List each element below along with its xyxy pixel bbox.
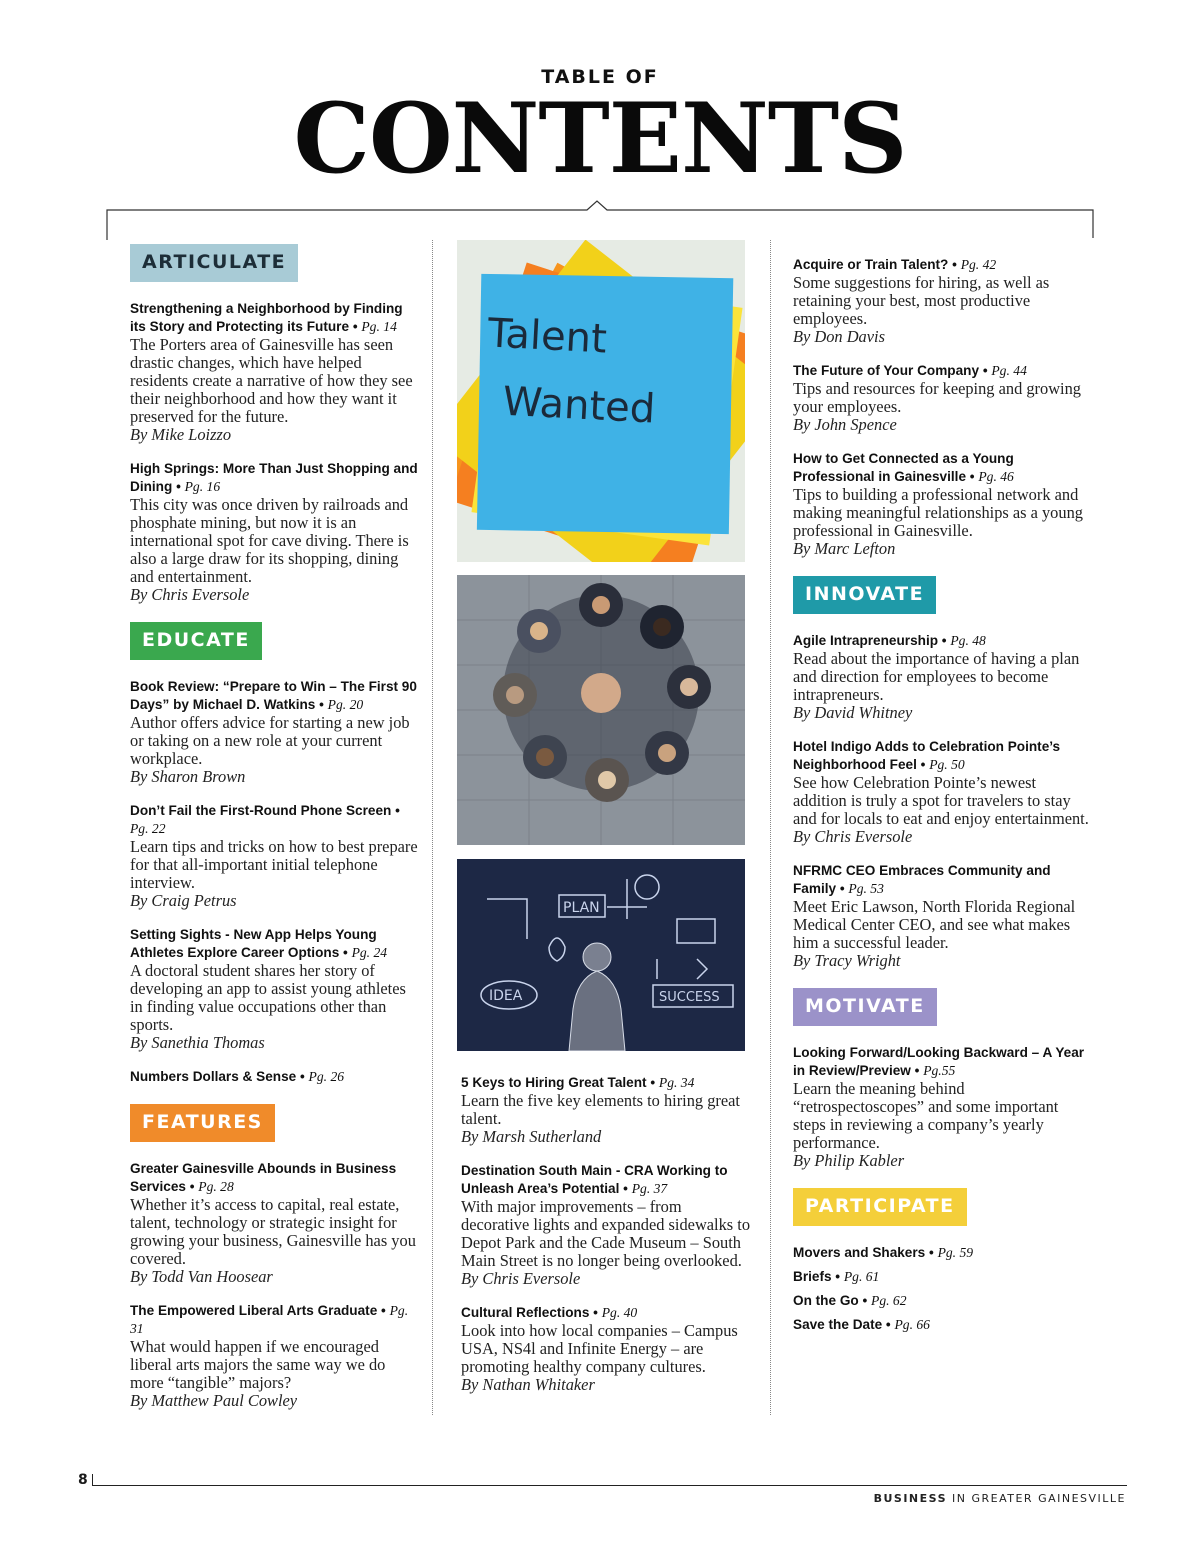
entry-title: Don’t Fail the First-Round Phone Screen [130,803,392,818]
entry-byline: By Mike Loizzo [130,425,232,444]
chalkboard-illustration [457,859,745,1051]
entry-title: Greater Gainesville Abounds in Business Services [130,1161,397,1194]
section-innovate [793,576,1093,970]
bullet-separator: • [882,1317,895,1332]
entry-page: Pg. 37 [631,1181,668,1196]
team-hands-image [457,575,745,845]
entry-title-line [130,460,420,496]
entry-title-line [793,362,1093,380]
footer-rule [92,1485,1127,1486]
entry-title: Acquire or Train Talent? [793,257,949,272]
entry-page: Pg. 14 [361,319,397,334]
entry-byline: By Chris Eversole [793,827,913,846]
entry-title-line [130,678,420,714]
bullet-separator: • [391,803,400,818]
section-tag-innovate: INNOVATE [793,576,936,614]
entry-title: How to Get Connected as a Young Professional in Gainesville [793,451,1014,484]
bullet-separator: • [349,319,362,334]
section-features [130,1104,420,1410]
entry-description: Meet Eric Lawson, North Florida Regional Medical Center CEO, and see what makes him a successful leader. [793,897,1076,952]
toc-entry[interactable] [793,1044,1093,1170]
wanted-word: Wanted [501,378,657,433]
entry-title-line [793,1268,1093,1286]
entry-title: Strengthening a Neighborhood by Finding its Story and Protecting its Future [130,301,403,334]
toc-entry[interactable] [130,926,420,1052]
toc-entry[interactable] [793,1292,1093,1310]
entry-title-line [793,1244,1093,1262]
entry-page: Pg. 50 [929,757,965,772]
middle-column-entries [461,1074,751,1410]
entry-page: Pg. 42 [960,257,997,272]
talent-word: Talent [486,310,608,363]
entry-page: Pg. 59 [937,1245,974,1260]
entry-description: Read about the importance of having a plan and direction for employees to become intrapreneurs. [793,649,1080,704]
entry-title: High Springs: More Than Just Shopping and Dining [130,461,418,494]
entry-description: Tips to building a professional network and making meaningful relationships as a young professional in Gainesville. [793,485,1083,540]
entry-page: Pg. 53 [848,881,884,896]
toc-entry[interactable] [461,1162,751,1288]
bullet-separator: • [619,1181,632,1196]
entry-description: This city was once driven by railroads and phosphate mining, but now it is an international spot for cave diving. There is also a large draw for its shopping, dining and entertainment. [130,495,409,586]
entry-byline: By Marc Lefton [793,539,896,558]
entry-title-line [130,1160,420,1196]
entry-title-line [793,1316,1093,1334]
entry-byline: By Nathan Whitaker [461,1375,595,1394]
toc-entry[interactable] [130,802,420,910]
entry-page: Pg. 44 [991,363,1027,378]
bullet-separator: • [910,1063,924,1078]
title-bracket [106,198,1096,242]
entry-page: Pg. 22 [130,821,166,836]
entry-title-line [130,926,420,962]
toc-entry[interactable] [461,1304,751,1394]
success-label: SUCCESS [659,990,720,1005]
entry-description: What would happen if we encouraged liberal arts majors the same way we do more “tangible” majors? [130,1337,386,1392]
bullet-separator: • [589,1305,602,1320]
section-articulate [130,244,420,604]
entry-description: Learn the five key elements to hiring great talent. [461,1091,740,1128]
entry-page: Pg. 16 [184,479,221,494]
section-tag-motivate: MOTIVATE [793,988,937,1026]
entry-page: Pg. 20 [327,697,364,712]
entry-page: Pg. 48 [950,633,986,648]
toc-entry[interactable] [130,1068,420,1086]
team-circle-illustration [457,575,745,845]
entry-title: Briefs [793,1269,832,1284]
entry-title: Agile Intrapreneurship [793,633,939,648]
bullet-separator: • [948,257,961,272]
entry-title-line [130,300,420,336]
entry-byline: By Chris Eversole [461,1269,581,1288]
plan-label: PLAN [563,900,600,916]
toc-entry[interactable] [793,738,1093,846]
bullet-separator: • [836,881,849,896]
toc-entry[interactable] [130,678,420,786]
entry-title-line [461,1162,751,1198]
entry-page: Pg. 24 [351,945,388,960]
section-tag-participate: PARTICIPATE [793,1188,967,1226]
entry-title-line [793,738,1093,774]
toc-entry[interactable] [130,1160,420,1286]
right-column [793,256,1093,1340]
section-educate [130,622,420,1086]
entry-title-line [793,450,1093,486]
toc-entry[interactable] [793,362,1093,434]
entry-title: Looking Forward/Looking Backward – A Year in Review/Preview [793,1045,1085,1078]
bullet-separator: • [296,1069,309,1084]
entry-title-line [793,862,1093,898]
entry-title-line [461,1304,751,1322]
entry-title-line [793,1292,1093,1310]
toc-entry[interactable] [793,1244,1093,1262]
entry-byline: By Sanethia Thomas [130,1033,265,1052]
entry-title: Setting Sights - New App Helps Young Athletes Explore Career Options [130,927,377,960]
bullet-separator: • [938,633,951,648]
toc-entry[interactable] [793,1268,1093,1286]
left-column [130,244,420,1426]
page-kicker: TABLE OF [541,66,659,88]
entry-page: Pg. 62 [871,1293,907,1308]
entry-byline: By Craig Petrus [130,891,237,910]
entry-description: Whether it’s access to capital, real estate, talent, technology or strategic insight for growing your business, Gainesville has you covered. [130,1195,416,1268]
entry-title: Numbers Dollars & Sense [130,1069,297,1084]
bullet-separator: • [185,1179,199,1194]
entry-title: Destination South Main - CRA Working to Unleash Area’s Potential [461,1163,728,1196]
footer-brand-bold: BUSINESS [873,1492,947,1505]
toc-entry[interactable] [130,1302,420,1410]
entry-title: Cultural Reflections [461,1305,590,1320]
entry-byline: By Chris Eversole [130,585,250,604]
bullet-separator: • [858,1293,872,1308]
footer-brand-rest: IN GREATER GAINESVILLE [947,1492,1126,1505]
toc-entry[interactable] [793,256,1093,346]
plan-idea-success-image [457,859,745,1051]
entry-byline: By Tracy Wright [793,951,901,970]
entry-page: Pg.55 [923,1063,956,1078]
entry-title-line [461,1074,751,1092]
toc-entry[interactable] [130,460,420,604]
entry-page: Pg. 34 [658,1075,695,1090]
entry-byline: By Matthew Paul Cowley [130,1391,298,1410]
entry-title: The Future of Your Company [793,363,980,378]
entry-page: Pg. 26 [308,1069,345,1084]
entry-byline: By Sharon Brown [130,767,246,786]
entry-description: Learn the meaning behind “retrospectoscopes” and some important steps in reviewing a company’s yearly performance. [793,1079,1059,1152]
entry-description: Author offers advice for starting a new job or taking on a new role at your current workplace. [130,713,410,768]
toc-entry[interactable] [793,450,1093,558]
bullet-separator: • [339,945,352,960]
entry-byline: By Philip Kabler [793,1151,905,1170]
bullet-separator: • [966,469,979,484]
entry-title: 5 Keys to Hiring Great Talent [461,1075,647,1090]
section-motivate [793,988,1093,1170]
entry-description: A doctoral student shares her story of developing an app to assist young athletes in finding value occupations other than sports. [130,961,406,1034]
entry-title-line [793,632,1093,650]
entry-description: The Porters area of Gainesville has seen drastic changes, which have helped residents create a narrative of how they see their neighborhood and how they want it preserved for the future. [130,335,413,426]
page-number: 8 [78,1472,88,1488]
entry-byline: By John Spence [793,415,897,434]
entry-description: Tips and resources for keeping and growing your employees. [793,379,1081,416]
bullet-separator: • [315,697,328,712]
page-title: CONTENTS [293,82,907,195]
toc-entry[interactable] [793,1316,1093,1334]
entry-page: Pg. 28 [198,1179,234,1194]
entry-title-line [793,256,1093,274]
entry-page: Pg. 66 [894,1317,930,1332]
bullet-separator: • [979,363,992,378]
bullet-separator: • [377,1303,390,1318]
bullet-separator: • [172,479,185,494]
entry-title: On the Go [793,1293,859,1308]
section-tag-features: FEATURES [130,1104,275,1142]
toc-entry[interactable] [461,1074,751,1146]
section-tag-articulate: ARTICULATE [130,244,298,282]
column-divider-left [432,240,433,1415]
entry-byline: By David Whitney [793,703,913,722]
entry-title-line [130,802,420,838]
entry-title-line [130,1302,420,1338]
entry-description: With major improvements – from decorative lights and expanded sidewalks to Depot Park and the Cade Museum – South Main Street is no longer being overlooked. [461,1197,751,1270]
entry-title: Book Review: “Prepare to Win – The First 90 Days” by Michael D. Watkins [130,679,417,712]
idea-label: IDEA [489,988,523,1004]
entry-title: The Empowered Liberal Arts Graduate [130,1303,378,1318]
entry-byline: By Marsh Sutherland [461,1127,602,1146]
entry-byline: By Don Davis [793,327,885,346]
entry-description: Some suggestions for hiring, as well as retaining your best, most productive employees. [793,273,1050,328]
entry-description: Learn tips and tricks on how to best prepare for that all-important initial telephone interview. [130,837,418,892]
entry-description: Look into how local companies – Campus USA, NS4l and Infinite Energy – are promoting healthy company cultures. [461,1321,738,1376]
entry-page: Pg. 46 [978,469,1014,484]
entry-title: Save the Date [793,1317,883,1332]
section-tag-educate: EDUCATE [130,622,262,660]
bullet-separator: • [925,1245,938,1260]
toc-entry[interactable] [130,300,420,444]
toc-entry[interactable] [793,632,1093,722]
talent-wanted-image [457,240,745,562]
entry-page: Pg. 31 [130,1303,409,1336]
entry-title: Movers and Shakers [793,1245,926,1260]
sticky-notes-illustration [457,240,745,562]
entry-page: Pg. 61 [843,1269,880,1284]
entry-title: NFRMC CEO Embraces Community and Family [793,863,1051,896]
section-participate [793,1188,1093,1334]
bullet-separator: • [646,1075,659,1090]
entry-title-line [793,1044,1093,1080]
entry-description: See how Celebration Pointe’s newest addition is truly a spot for travelers to stay and for locals to eat and enjoy entertainment. [793,773,1089,828]
toc-entry[interactable] [793,862,1093,970]
entry-byline: By Todd Van Hoosear [130,1267,273,1286]
footer-brand [874,1492,1126,1505]
bullet-separator: • [916,757,930,772]
entry-title-line [130,1068,420,1086]
column-divider-right [770,240,771,1415]
entry-title: Hotel Indigo Adds to Celebration Pointe’s Neighborhood Feel [793,739,1061,772]
bullet-separator: • [831,1269,844,1284]
entry-page: Pg. 40 [601,1305,638,1320]
